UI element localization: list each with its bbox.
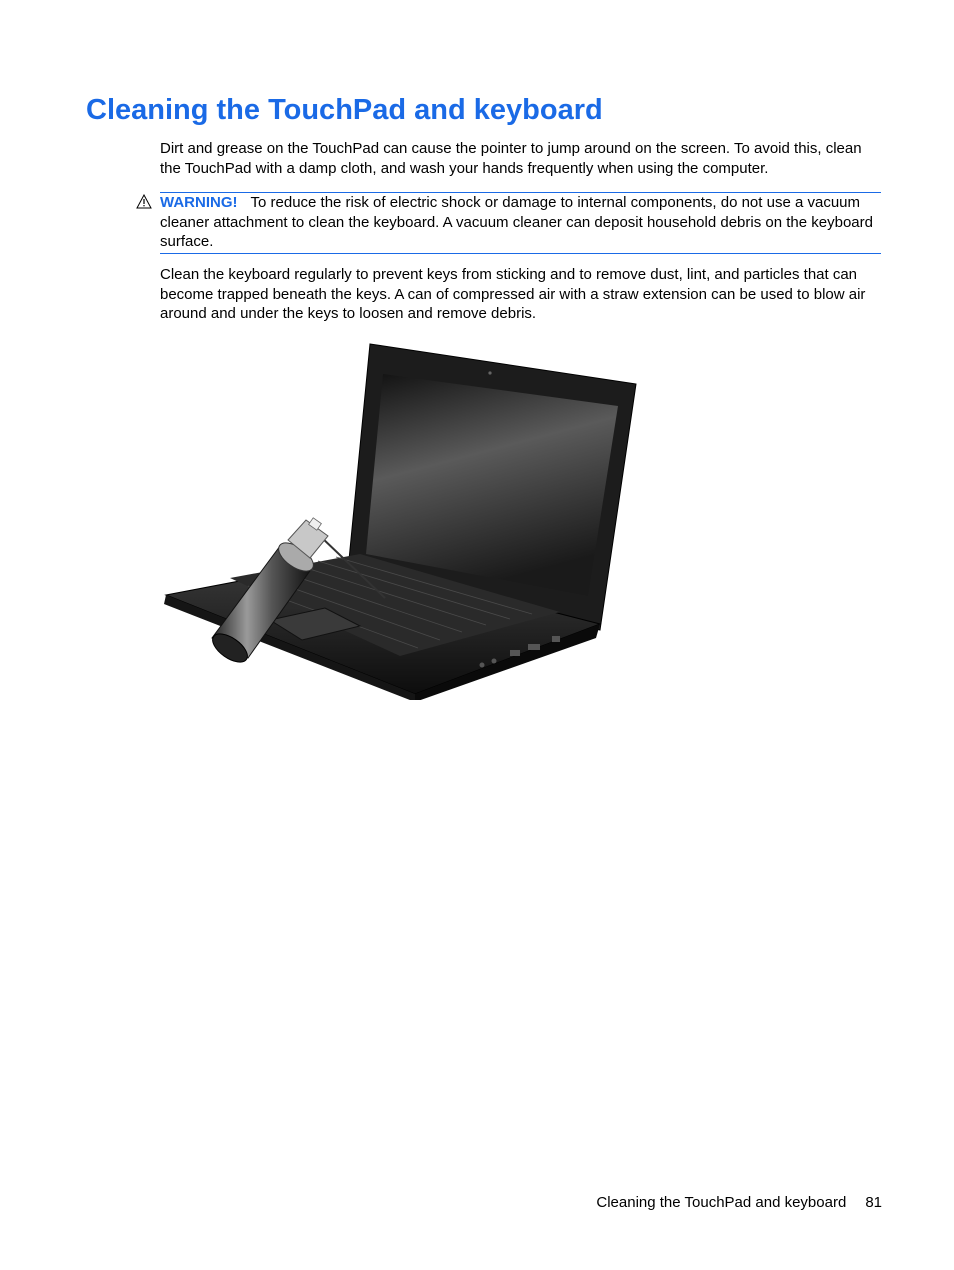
intro-paragraph: Dirt and grease on the TouchPad can cause the pointer to jump around on the screen. To avoid this, clean the TouchPad with a damp cloth, and wash your hands frequently when using the computer. [160,140,862,177]
warning-message: To reduce the risk of electric shock or damage to internal components, do not use a vacuum cleaner attachment to clean the keyboard. A vacuum cleaner can deposit household debris on the keyboard surface. [160,194,873,250]
page-number: 81 [865,1194,882,1211]
warning-triangle-icon [136,194,152,209]
laptop-compressed-air-illustration [160,340,640,700]
footer-section-title: Cleaning the TouchPad and keyboard [596,1194,847,1211]
page-title: Cleaning the TouchPad and keyboard [86,94,603,126]
page-footer [0,1193,882,1212]
warning-note [160,192,881,254]
warning-label: WARNING! [160,194,238,211]
body-paragraph: Clean the keyboard regularly to prevent keys from sticking and to remove dust, lint, and particles that can become trapped beneath the keys. A can of compressed air with a straw extension can be used to blow air around and under the keys to loosen and remove debris. [160,266,866,322]
warning-text-block [160,193,881,252]
